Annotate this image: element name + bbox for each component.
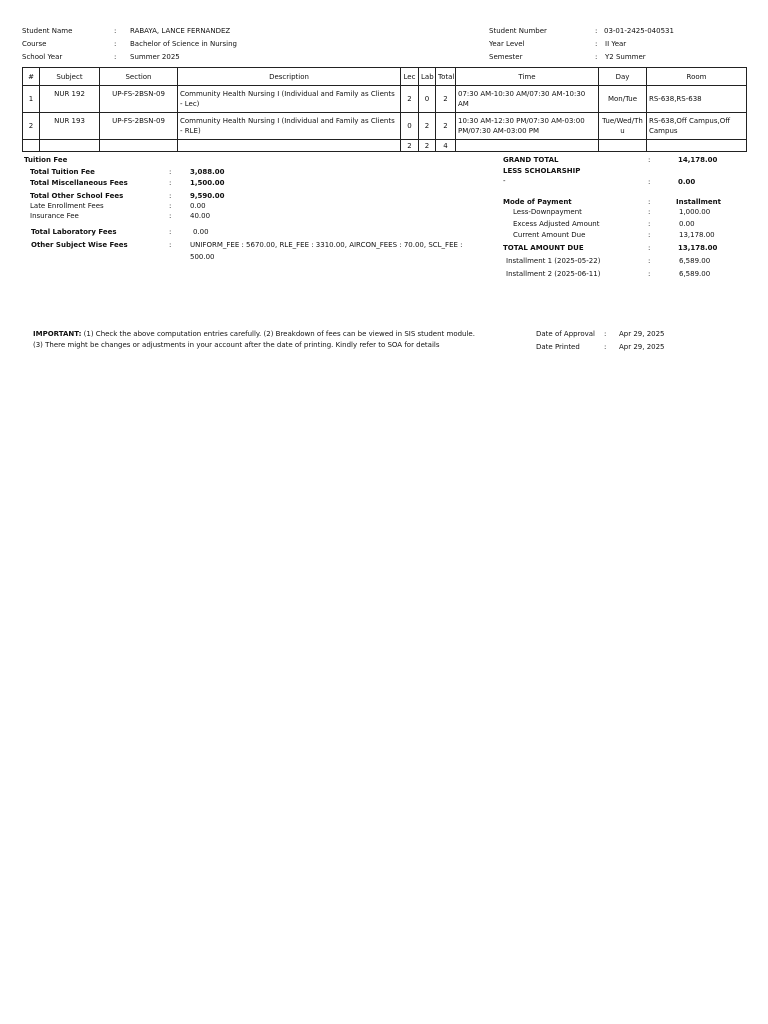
colon: : xyxy=(648,257,651,265)
column-header: Section xyxy=(100,68,178,86)
colon: : xyxy=(169,168,172,176)
colon: : xyxy=(648,244,651,252)
table-row xyxy=(23,113,747,140)
excess-adjusted-label: Excess Adjusted Amount xyxy=(513,220,600,228)
colon: : xyxy=(648,208,651,216)
lec-total: 2 xyxy=(401,140,419,152)
total-misc-value: 1,500.00 xyxy=(190,179,225,187)
colon: : xyxy=(604,330,607,338)
mode-of-payment-label: Mode of Payment xyxy=(503,198,572,206)
row-number: 1 xyxy=(23,86,40,113)
section-cell: UP-FS-2BSN-09 xyxy=(100,113,178,140)
column-header: Description xyxy=(178,68,401,86)
colon: : xyxy=(595,27,598,35)
colon: : xyxy=(648,231,651,239)
student-name-label: Student Name xyxy=(22,27,73,35)
total-tuition-label: Total Tuition Fee xyxy=(30,168,95,176)
installment-2-label: Installment 2 (2025-06-11) xyxy=(506,270,601,278)
student-number-value: 03-01-2425-040531 xyxy=(604,27,674,35)
lab-cell: 0 xyxy=(419,86,436,113)
current-due-value: 13,178.00 xyxy=(679,231,715,239)
day-cell: Tue/Wed/Thu xyxy=(599,113,647,140)
column-header: Lab xyxy=(419,68,436,86)
time-cell: 10:30 AM-12:30 PM/07:30 AM-03:00 PM/07:30 AM-03:00 PM xyxy=(456,113,599,140)
year-level-value: II Year xyxy=(605,40,627,48)
column-header: Total xyxy=(436,68,456,86)
current-due-label: Current Amount Due xyxy=(513,231,586,239)
late-enrollment-label: Late Enrollment Fees xyxy=(30,202,104,210)
colon: : xyxy=(114,53,117,61)
colon: : xyxy=(604,343,607,351)
total-amount-due-value: 13,178.00 xyxy=(678,244,718,252)
colon: : xyxy=(648,198,651,206)
subject-cell: NUR 192 xyxy=(40,86,100,113)
course-value: Bachelor of Science in Nursing xyxy=(130,40,237,48)
school-year-value: Summer 2025 xyxy=(130,53,180,61)
colon: : xyxy=(648,178,651,186)
room-cell: RS-638,RS-638 xyxy=(647,86,747,113)
insurance-label: Insurance Fee xyxy=(30,212,79,220)
colon: : xyxy=(169,241,172,249)
other-subject-value-line2: 500.00 xyxy=(190,253,215,261)
colon: : xyxy=(595,40,598,48)
total-lab-label: Total Laboratory Fees xyxy=(31,228,117,236)
installment-1-value: 6,589.00 xyxy=(679,257,711,265)
description-cell: Community Health Nursing I (Individual and Family as Clients - RLE) xyxy=(178,113,401,140)
lab-total: 2 xyxy=(419,140,436,152)
grand-total-label: GRAND TOTAL xyxy=(503,156,559,164)
schedule-table xyxy=(22,67,747,152)
important-text-1: (1) Check the above computation entries carefully. (2) Breakdown of fees can be viewed in SIS student module. xyxy=(81,330,475,338)
total-cell: 2 xyxy=(436,86,456,113)
column-header: Subject xyxy=(40,68,100,86)
description-cell: Community Health Nursing I (Individual and Family as Clients - Lec) xyxy=(178,86,401,113)
course-label: Course xyxy=(22,40,47,48)
date-printed-label: Date Printed xyxy=(536,343,580,351)
total-tuition-value: 3,088.00 xyxy=(190,168,225,176)
important-note-line1 xyxy=(33,330,475,338)
colon: : xyxy=(648,270,651,278)
excess-adjusted-value: 0.00 xyxy=(679,220,695,228)
row-number: 2 xyxy=(23,113,40,140)
semester-label: Semester xyxy=(489,53,523,61)
lab-cell: 2 xyxy=(419,113,436,140)
colon: : xyxy=(648,220,651,228)
important-label: IMPORTANT: xyxy=(33,330,82,338)
total-other-label: Total Other School Fees xyxy=(30,192,124,200)
scholarship-amount: 0.00 xyxy=(678,178,696,186)
insurance-value: 40.00 xyxy=(190,212,211,220)
section-cell: UP-FS-2BSN-09 xyxy=(100,86,178,113)
table-header-row xyxy=(23,68,747,86)
important-note-line2: (3) There might be changes or adjustments in your account after the date of printing. Kindly refer to SOA for details xyxy=(33,341,440,349)
tuition-fee-heading: Tuition Fee xyxy=(24,156,68,164)
total-lab-value: 0.00 xyxy=(193,228,209,236)
grand-total-value: 14,178.00 xyxy=(678,156,718,164)
column-header: Lec xyxy=(401,68,419,86)
colon: : xyxy=(114,40,117,48)
installment-1-label: Installment 1 (2025-05-22) xyxy=(506,257,601,265)
date-approval-label: Date of Approval xyxy=(536,330,595,338)
colon: : xyxy=(648,156,651,164)
mode-of-payment-value: Installment xyxy=(676,198,721,206)
less-downpayment-value: 1,000.00 xyxy=(679,208,711,216)
column-header: Time xyxy=(456,68,599,86)
room-cell: RS-638,Off Campus,Off Campus xyxy=(647,113,747,140)
colon: : xyxy=(595,53,598,61)
less-downpayment-label: Less-Downpayment xyxy=(513,208,582,216)
colon: : xyxy=(169,192,172,200)
table-row xyxy=(23,86,747,113)
total-amount-due-label: TOTAL AMOUNT DUE xyxy=(503,244,584,252)
date-printed-value: Apr 29, 2025 xyxy=(619,343,665,351)
day-cell: Mon/Tue xyxy=(599,86,647,113)
other-subject-label: Other Subject Wise Fees xyxy=(31,241,128,249)
totals-row xyxy=(23,140,747,152)
total-cell: 2 xyxy=(436,113,456,140)
colon: : xyxy=(169,228,172,236)
student-name-value: RABAYA, LANCE FERNANDEZ xyxy=(130,27,231,35)
other-subject-value-line1: UNIFORM_FEE : 5670.00, RLE_FEE : 3310.00, AIRCON_FEES : 70.00, SCL_FEE : xyxy=(190,241,463,249)
time-cell: 07:30 AM-10:30 AM/07:30 AM-10:30 AM xyxy=(456,86,599,113)
date-approval-value: Apr 29, 2025 xyxy=(619,330,665,338)
lec-cell: 0 xyxy=(401,113,419,140)
semester-value: Y2 Summer xyxy=(605,53,646,61)
colon: : xyxy=(169,212,172,220)
less-scholarship-label: LESS SCHOLARSHIP xyxy=(503,167,581,175)
colon: : xyxy=(169,179,172,187)
total-misc-label: Total Miscellaneous Fees xyxy=(30,179,128,187)
colon: : xyxy=(169,202,172,210)
student-number-label: Student Number xyxy=(489,27,547,35)
units-total: 4 xyxy=(436,140,456,152)
scholarship-name: - xyxy=(503,177,506,185)
column-header: # xyxy=(23,68,40,86)
colon: : xyxy=(114,27,117,35)
installment-2-value: 6,589.00 xyxy=(679,270,711,278)
school-year-label: School Year xyxy=(22,53,63,61)
column-header: Day xyxy=(599,68,647,86)
total-other-value: 9,590.00 xyxy=(190,192,225,200)
year-level-label: Year Level xyxy=(489,40,525,48)
lec-cell: 2 xyxy=(401,86,419,113)
late-enrollment-value: 0.00 xyxy=(190,202,206,210)
column-header: Room xyxy=(647,68,747,86)
subject-cell: NUR 193 xyxy=(40,113,100,140)
